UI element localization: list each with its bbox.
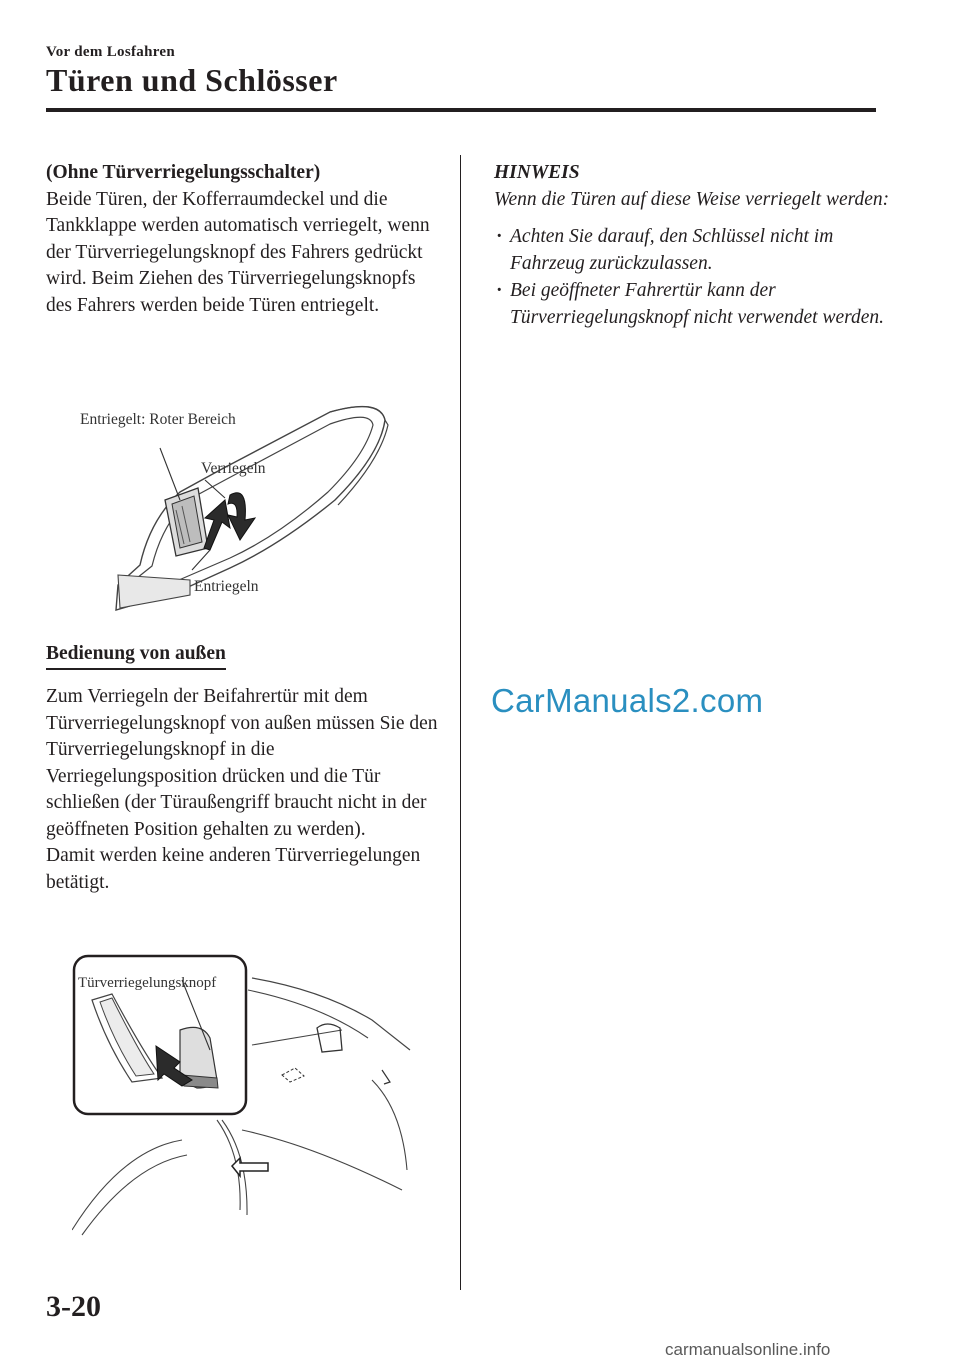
page-title: Türen und Schlösser [46, 62, 338, 98]
door-lock-knob-illustration [80, 400, 420, 615]
figure1-label-lock: Verriegeln [201, 460, 266, 477]
footer-site-text: carmanualsonline.info [665, 1340, 831, 1359]
column-divider [460, 155, 461, 1290]
note-heading: HINWEIS [494, 162, 580, 183]
right-column [494, 160, 894, 331]
note-item: · Bei geöffneter Fahrertür kann der Türverriegelungsknopf nicht verwendet werden. [494, 277, 894, 331]
section-label: Vor dem Losfahren [46, 44, 176, 60]
left-column [46, 160, 441, 319]
title-rule [46, 108, 876, 112]
intro-heading: (Ohne Türverriegelungsschalter) [46, 162, 321, 183]
outside-section [46, 643, 441, 896]
note-list [494, 223, 894, 331]
outside-paragraph-2: Damit werden keine anderen Türverriegelungen betätigt. [46, 845, 421, 893]
figure1-label-red-area: Entriegelt: Roter Bereich [80, 411, 236, 428]
car-door-illustration [72, 950, 412, 1240]
figure1-label-unlock: Entriegeln [194, 578, 259, 595]
outside-paragraph-1: Zum Verriegeln der Beifahrertür mit dem Türverriegelungsknopf von außen müssen Sie den Türverriegelungsknopf in die Verriegelungsposition drücken und die Tür schließen (der Türaußengriff braucht nicht in der geöffneten Position gehalten zu werden). [46, 686, 438, 840]
outside-heading: Bedienung von außen [46, 643, 226, 670]
note-intro: Wenn die Türen auf diese Weise verriegelt werden: [494, 189, 890, 210]
note-item: · Achten Sie darauf, den Schlüssel nicht im Fahrzeug zurückzulassen. [494, 223, 894, 277]
intro-paragraph: Beide Türen, der Kofferraumdeckel und die Tankklappe werden automatisch verriegelt, wenn der Türverriegelungsknopf des Fahrers gedrückt wird. Beim Ziehen des Türverriegelungsknopfs des Fahrers werden beide Türen entriegelt. [46, 188, 430, 316]
figure2-label-knob: Türverriegelungsknopf [78, 975, 217, 991]
page-number: 3-20 [46, 1290, 101, 1323]
watermark-text: CarManuals2.com [491, 682, 764, 719]
